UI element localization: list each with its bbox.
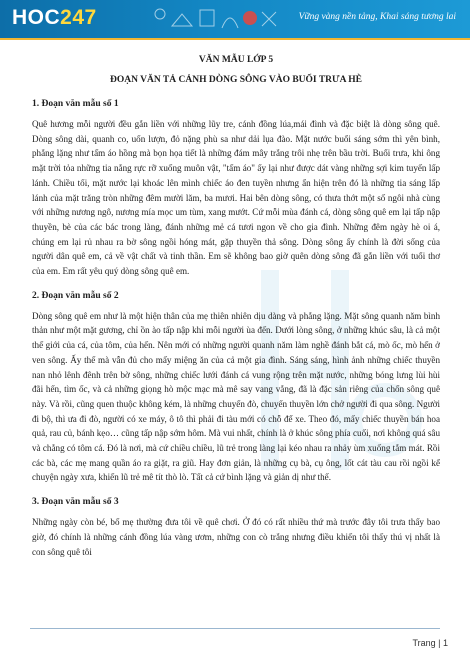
section-heading-2: 2. Đoạn văn mẫu số 2: [32, 290, 119, 301]
site-logo[interactable]: [12, 6, 97, 30]
page-footer: [0, 618, 470, 664]
header-divider: [0, 38, 470, 40]
logo-text: HOC247: [12, 6, 97, 29]
header-slogan: Vững vàng nền tảng, Khai sáng tương lai: [298, 12, 456, 22]
document-title: VĂN MẪU LỚP 5: [198, 55, 274, 65]
section-heading-1: 1. Đoạn văn mẫu số 1: [32, 99, 119, 109]
document-subtitle: ĐOẠN VĂN TẢ CẢNH DÒNG SÔNG VÀO BUỔI TRƯA HÈ: [109, 75, 363, 85]
section-paragraph-3: Những ngày còn bé, bố mẹ thường đưa tôi về quê chơi. Ở đó có rất nhiều thứ mà trước đây tôi trưa thấy bao giờ, đó chính là những cánh đồng lúa vàng ươm, những con cò trắng nhưng điều khiến tôi thấy thú vị nhất là con sông quê tôi: [32, 517, 440, 557]
site-header: [0, 0, 470, 38]
section-paragraph-2: Dòng sông quê em như là một hiện thân của mẹ thiên nhiên dịu dàng và phẳng lặng. Mặt sông quanh năm bình thản như một mặt gương, chỉ ồn ào tấp nập khi mỗi người ùa đến. Dưới lòng sông, ở những khúc sâu, là cả một thế giới của cá, của tôm, của hến. Nên mới có những người quanh năm làm nghề đánh bắt cá, mò ốc, mò hến ở ven sông. Ấy thế mà vẫn đủ cho mấy miệng ăn của cả một gia đình. Sáng sáng, hình ảnh những chiếc thuyền nan nhỏ lênh đênh trên bờ sông, những chiếc lưới đánh cá vung rộng trên mặt nước, những bóng lưng lùi hùi đãi hến, tìm ốc, và cả những giọng hò mộc mạc mà mê say vang vẳng, đã là đặc sản riêng của chốn sông quê này. Và rồi, cũng quen thuộc không kém, là những chuyến đò, chuyến thuyền lớn chở người đi qua sông. Người đi bộ, thì ưa đi đò, người có xe máy, ô tô thì phải đi tàu mới có chỗ để xe. Theo đó, mấy chiếc thuyền bán hoa quả, rau củ, bánh kẹo… cũng tấp nập sớm hôm. Mà vui nhất, chính là ở khúc sông phía cuối, nơi không quá sâu và chẳng có tôm cá. Đó là nơi, mà cứ chiều chiều, lũ trẻ trong làng lại kéo nhau ra nhảy ùm xuống tắm mát. Rồi các bà, các mẹ mang quần áo ra giặt, ra giũ. Hay đơn giản, là những cụ bà, cụ ông, lốt cát tàu cau rồi ngồi kể chuyện ngày xưa, khiến lũ trẻ mê tít thò lò. Tất cả cứ bình lặng và giản dị như thế.: [32, 310, 440, 483]
footer-divider: [30, 628, 440, 629]
section-paragraph-1: Quê hương mỗi người đều gắn liền với những lũy tre, cánh đồng lúa,mái đình và đặc biệt là dòng sông quê. Dòng sông dài, quanh co, uốn lượn, đỏ nặng phù sa như dải lụa đào. Mặt nước buổi sáng sớm thì yên bình, phẳng lặng như tấm áo hồng mà bọn họa tiết là những đám mây trắng trôi nhẹ trên bầu trời. Buổi trưa, khi ông mặt trời tỏa những tia nắng rực rỡ xuống muôn vật, "tấm áo" ấy lại như được dát vàng những sợi kim tuyến lấp lánh. Chiều tối, mặt nước lại khoác lên mình chiếc áo đen tuyền nhưng ẩn hiện trên đó là những tia sáng lấp lánh của mặt trăng tròn những đêm mười lăm, ba mươi. Hai bên dòng sông, có thưa thớt một số ngôi nhà cùng với những nương ngô, nương mía mọc um tùm, xang mướt. Cứ mỗi mùa đánh cá, dòng sông quê em lại tấp nập thuyền, bè của các bác trong làng, đánh những mẻ cá tươi ngon về cho gia đình. Những đêm ngày hè oi á, chúng em lại rủ nhau ra bờ sông ngồi hóng mát, gặp thuyền thả sông. Dòng sông ấy chính là đời sống của người dân quê em, cả về vật chất và tinh thần. Em sẽ không bao giờ quên dòng sông đã gắn liền với tuổi thơ của em. Em rất yêu quý dòng sông quê em.: [32, 119, 440, 277]
section-heading-3: 3. Đoạn văn mẫu số 3: [32, 497, 119, 508]
page-number: Trang | 1: [412, 638, 448, 648]
decorative-doodles-icon: [150, 4, 290, 34]
document-body: [32, 53, 440, 559]
